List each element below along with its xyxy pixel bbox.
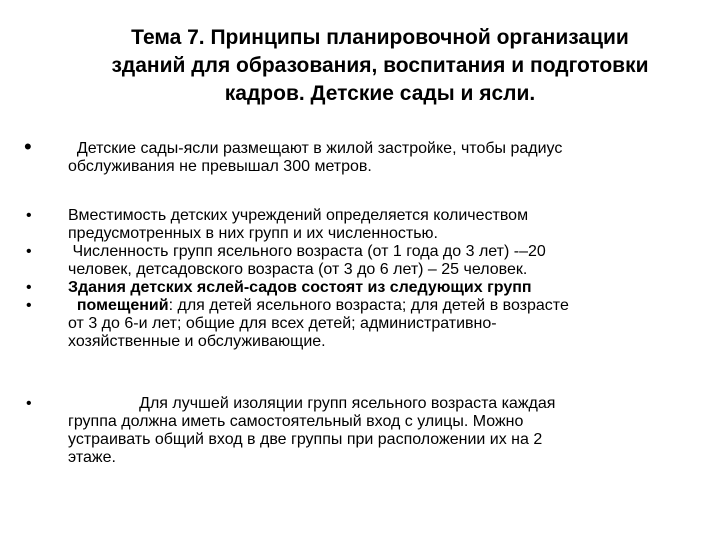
bullet-icon: • [26,297,32,314]
bullet-icon: • [26,207,32,224]
bullet-icon: • [26,395,32,412]
bullet-icon: • [26,243,32,260]
bold-term: помещений [68,297,169,314]
line-rest: : для детей ясельного возраста; для детей в возрасте [168,297,569,314]
bullet-icon: • [26,279,32,296]
bullet-text: Для лучшей изоляции групп ясельного возраста каждая группа должна иметь самостоятельный вход с улицы. Можно устраивать общий вход в две группы при расположении их на 2 этаже. [68,395,556,466]
title-line: Тема 7. Принципы планировочной организации [131,26,629,49]
title-line: зданий для образования, воспитания и подготовки [111,54,649,77]
title-line: кадров. Детские сады и ясли. [224,82,536,105]
slide-title [40,24,720,108]
bullet-icon: • [24,134,32,159]
bullet-text: Вместимость детских учреждений определяется количеством предусмотренных в них групп и их численностью. Численность групп ясельного возраста (от 1 года до 3 лет) -–20 человек, детсадовского возраста (от 3 до 6 лет) – 25 человек. Здания детских яслей-садов состоят из следующих групп помещений: для детей ясельного возраста; для детей в возрасте от 3 до 6-и лет; общие для всех детей; административно- хозяйственные и обслуживающие. [68,207,569,350]
bullet-text: Детские сады-ясли размещают в жилой застройке, чтобы радиус обслуживания не превышал 300 метров. [68,140,563,175]
